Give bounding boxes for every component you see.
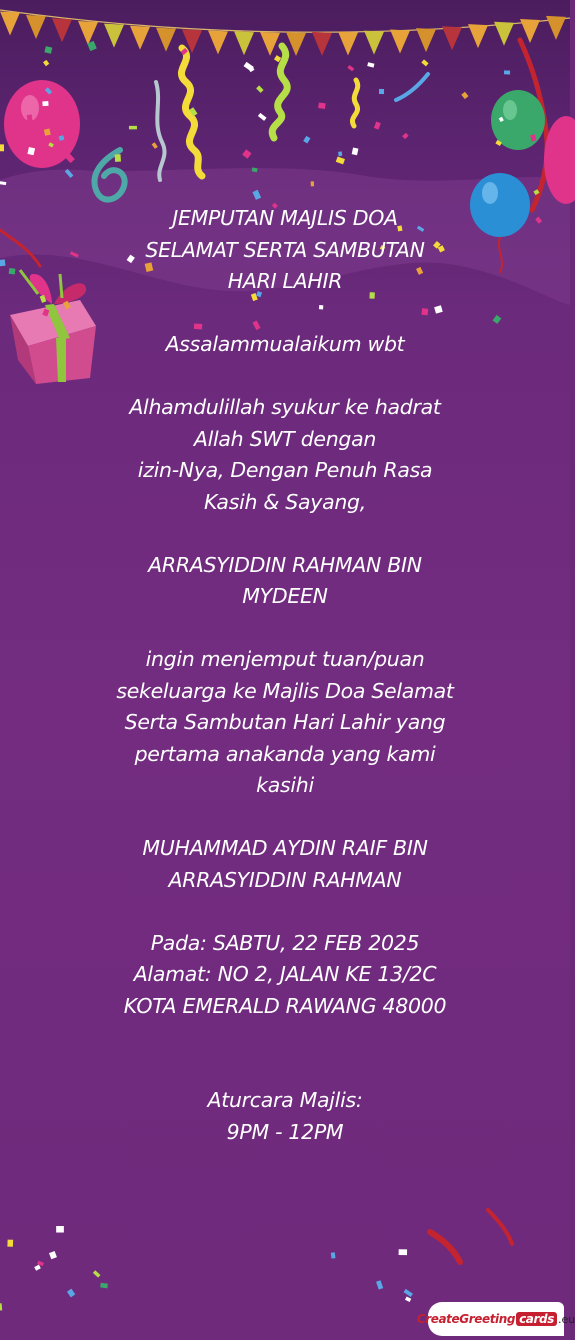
- bunting-flag: [442, 26, 462, 50]
- confetti-piece: [152, 142, 158, 149]
- confetti-piece: [311, 181, 314, 186]
- bunting-flag: [26, 15, 46, 39]
- confetti-piece: [461, 92, 468, 99]
- bunting-flag: [0, 11, 20, 35]
- confetti-piece: [0, 259, 5, 266]
- confetti-piece: [115, 154, 121, 162]
- bunting-flag: [156, 28, 176, 52]
- child-name: MUHAMMAD AYDIN RAIF BIN ARRASYIDDIN RAHMAN: [142, 836, 428, 892]
- opening-text: Alhamdulillah syukur ke hadrat Allah SWT dengan izin-Nya, Dengan Penuh Rasa Kasih & Sayang,: [129, 395, 441, 514]
- confetti-piece: [331, 1252, 336, 1258]
- confetti-piece: [405, 1296, 411, 1302]
- invitation-message: [70, 203, 500, 1148]
- bunting-flag: [104, 24, 124, 48]
- bunting-flag: [130, 26, 150, 50]
- confetti-piece: [376, 1280, 383, 1289]
- confetti-piece: [7, 1240, 13, 1247]
- confetti-piece: [338, 151, 342, 156]
- confetti-piece: [56, 1226, 64, 1233]
- confetti-piece: [504, 70, 510, 74]
- confetti-piece: [93, 1270, 101, 1277]
- watermark-domain: .eu: [557, 1312, 575, 1326]
- confetti-piece: [352, 147, 359, 155]
- confetti-piece: [0, 1303, 2, 1310]
- bunting-flag: [520, 19, 540, 43]
- confetti-piece: [402, 133, 408, 139]
- confetti-piece: [242, 149, 251, 158]
- bunting-flag: [416, 28, 436, 52]
- bunting-flag: [312, 32, 332, 56]
- bunting-flag: [390, 30, 410, 54]
- bunting-flag: [52, 18, 72, 42]
- invitation-title: JEMPUTAN MAJLIS DOA SELAMAT SERTA SAMBUTAN HARI LAHIR: [145, 206, 425, 293]
- bunting-flag: [546, 16, 566, 40]
- confetti-piece: [404, 1289, 413, 1297]
- watermark-brand-highlight: cards: [516, 1312, 557, 1326]
- confetti-piece: [9, 268, 16, 275]
- confetti-piece: [347, 65, 354, 71]
- event-date: Pada: SABTU, 22 FEB 2025: [150, 930, 420, 955]
- schedule-time: 9PM - 12PM: [226, 1119, 344, 1144]
- bunting-flag: [338, 31, 358, 55]
- confetti-piece: [318, 102, 326, 109]
- bunting-flag: [234, 31, 254, 55]
- confetti-piece: [42, 101, 48, 106]
- confetti-piece: [399, 1249, 407, 1255]
- bunting-flag: [260, 32, 280, 56]
- confetti-piece: [0, 144, 4, 151]
- invitation-text: ingin menjemput tuan/puan sekeluarga ke Majlis Doa Selamat Serta Sambutan Hari Lahir yang pertama anakanda yang kami kasihi: [116, 647, 454, 797]
- bunting-flag: [208, 30, 228, 54]
- confetti-piece: [421, 59, 428, 66]
- bunting-flag: [468, 24, 488, 48]
- event-address: Alamat: NO 2, JALAN KE 13/2C KOTA EMERALD RAWANG 48000: [123, 962, 447, 1018]
- confetti-piece: [258, 113, 267, 121]
- confetti-piece: [379, 89, 384, 94]
- confetti-piece: [43, 60, 49, 66]
- confetti-piece: [34, 1265, 41, 1271]
- bunting-flag: [364, 31, 384, 55]
- confetti-piece: [44, 46, 52, 54]
- confetti-piece: [27, 114, 33, 121]
- confetti-piece: [256, 85, 263, 93]
- confetti-piece: [100, 1283, 108, 1289]
- host-name: ARRASYIDDIN RAHMAN BIN MYDEEN: [148, 552, 422, 608]
- bunting-flag: [78, 21, 98, 45]
- confetti-piece: [367, 62, 374, 67]
- confetti-piece: [336, 157, 345, 165]
- watermark-brand: CreateGreeting cards: [417, 1312, 557, 1326]
- bunting-flag: [494, 22, 514, 46]
- confetti-piece: [129, 126, 137, 130]
- confetti-piece: [374, 121, 381, 129]
- confetti-piece: [303, 136, 310, 144]
- confetti-piece: [49, 1251, 57, 1259]
- greeting-text: Assalammualaikum wbt: [165, 332, 405, 356]
- schedule-label: Aturcara Majlis:: [207, 1088, 363, 1112]
- watermark-logo[interactable]: [416, 1302, 575, 1336]
- confetti-piece: [67, 1289, 75, 1298]
